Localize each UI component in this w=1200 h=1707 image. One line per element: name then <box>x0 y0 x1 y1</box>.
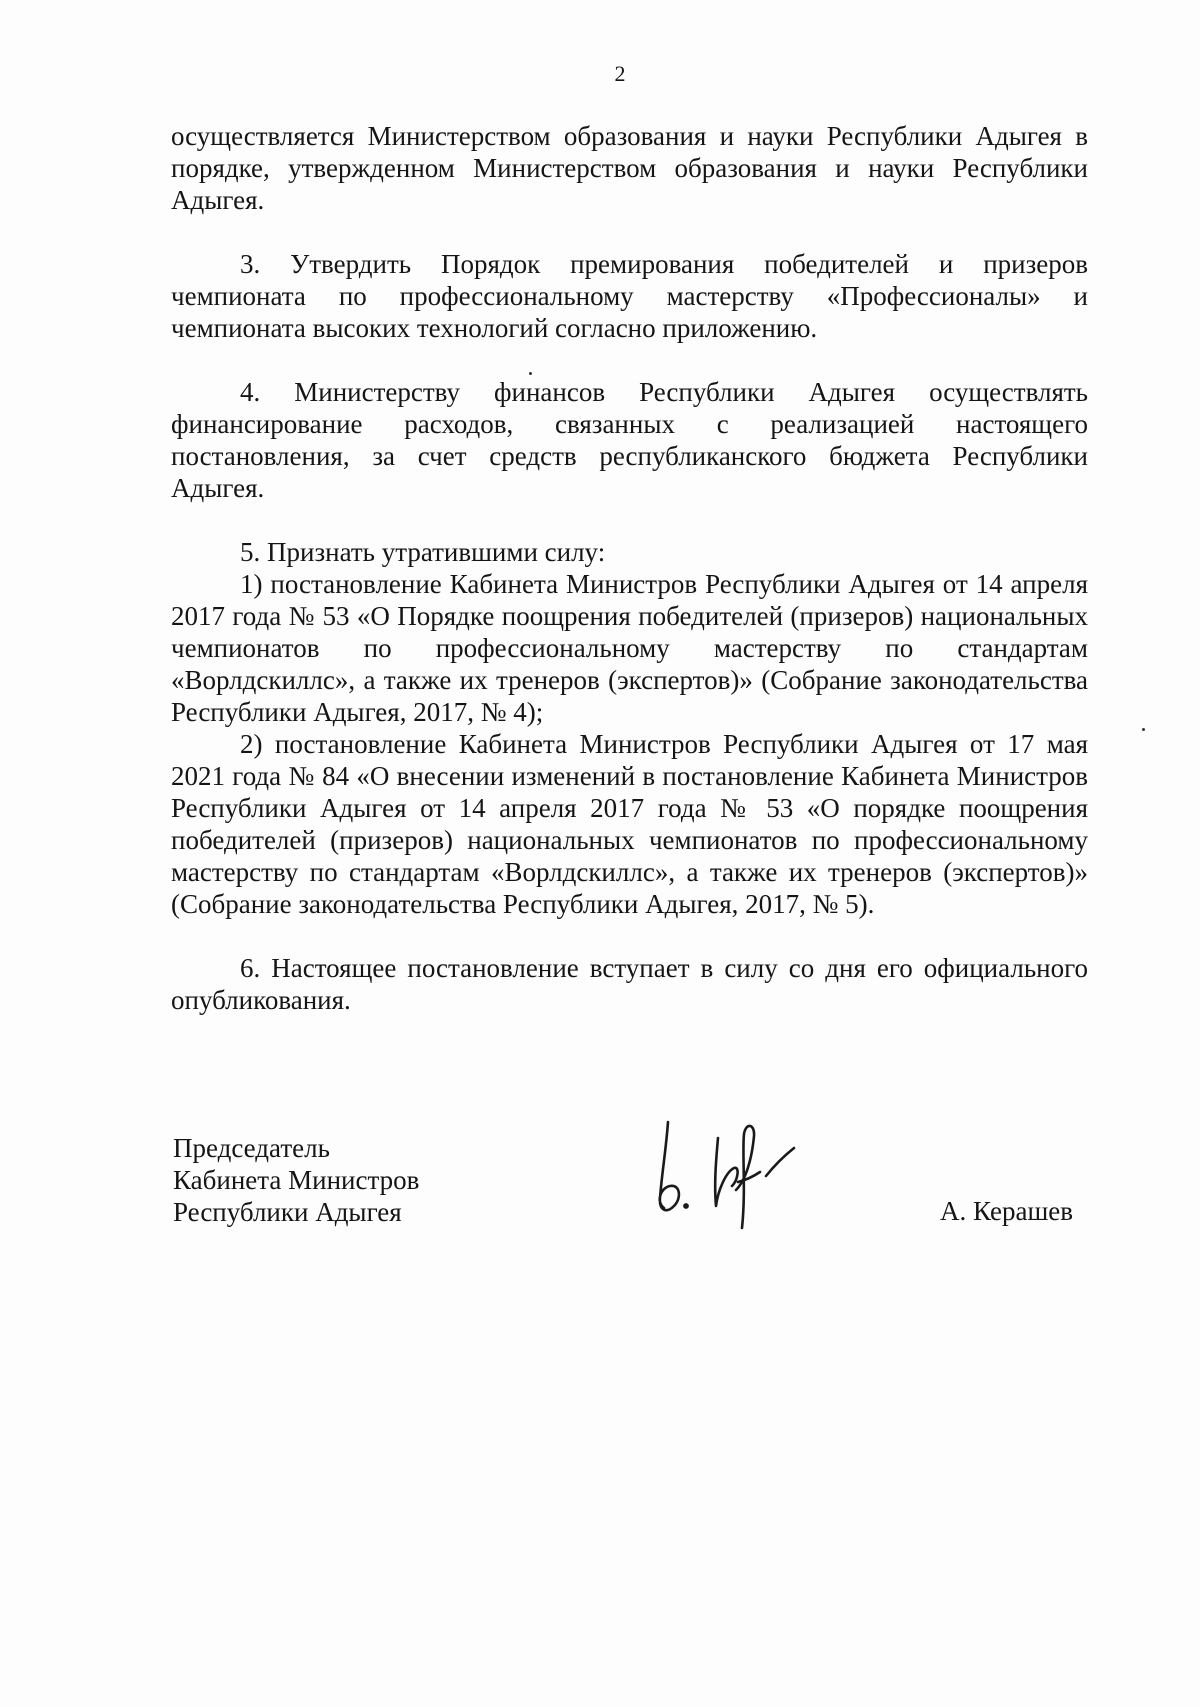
paragraph-continuation: осуществляется Министерством образования и науки Республики Адыгея в порядке, утвержденном Министерством образования и науки Республики Адыгея. <box>171 121 1088 215</box>
position-line: Кабинета Министров <box>173 1165 420 1195</box>
scan-speck <box>1142 728 1145 731</box>
position-line: Республики Адыгея <box>173 1197 402 1227</box>
page-number: 2 <box>614 61 626 86</box>
signatory-position <box>173 1132 503 1228</box>
document-body <box>171 120 1088 1016</box>
handwritten-signature <box>646 1110 826 1234</box>
paragraph-subitem-2: 2) постановление Кабинета Министров Республики Адыгея от 17 мая 2021 года № 84 «О внесении изменений в постановление Кабинета Министров Республики Адыгея от 14 апреля 2017 года № 53 «О порядке поощрения победителей (призеров) национальных чемпионатов по профессиональному мастерству по стандартам «Ворлдскиллс», а также их тренеров (экспертов)» (Собрание законодательства Республики Адыгея, 2017, № 5). <box>171 729 1088 919</box>
paragraph-item-4: 4. Министерству финансов Республики Адыгея осуществлять финансирование расходов, связанных с реализацией настоящего постановления, за счет средств республиканского бюджета Республики Адыгея. <box>171 377 1088 503</box>
position-line: Председатель <box>173 1133 330 1163</box>
paragraph-item-6: 6. Настоящее постановление вступает в силу со дня его официального опубликования. <box>171 953 1088 1015</box>
paragraph-subitem-1: 1) постановление Кабинета Министров Республики Адыгея от 14 апреля 2017 года № 53 «О Порядке поощрения победителей (призеров) национальных чемпионатов по профессиональному мастерству по стандартам «Ворлдскиллс», а также их тренеров (экспертов)» (Собрание законодательства Республики Адыгея, 2017, № 4); <box>171 569 1088 727</box>
signer-name: А. Керашев <box>940 1196 1073 1226</box>
paragraph-item-3: 3. Утвердить Порядок премирования победителей и призеров чемпионата по профессиональному мастерству «Профессионалы» и чемпионата высоких технологий согласно приложению. <box>171 249 1088 343</box>
paragraph-item-5: 5. Признать утратившими силу: <box>240 537 606 567</box>
scan-speck <box>529 372 532 375</box>
